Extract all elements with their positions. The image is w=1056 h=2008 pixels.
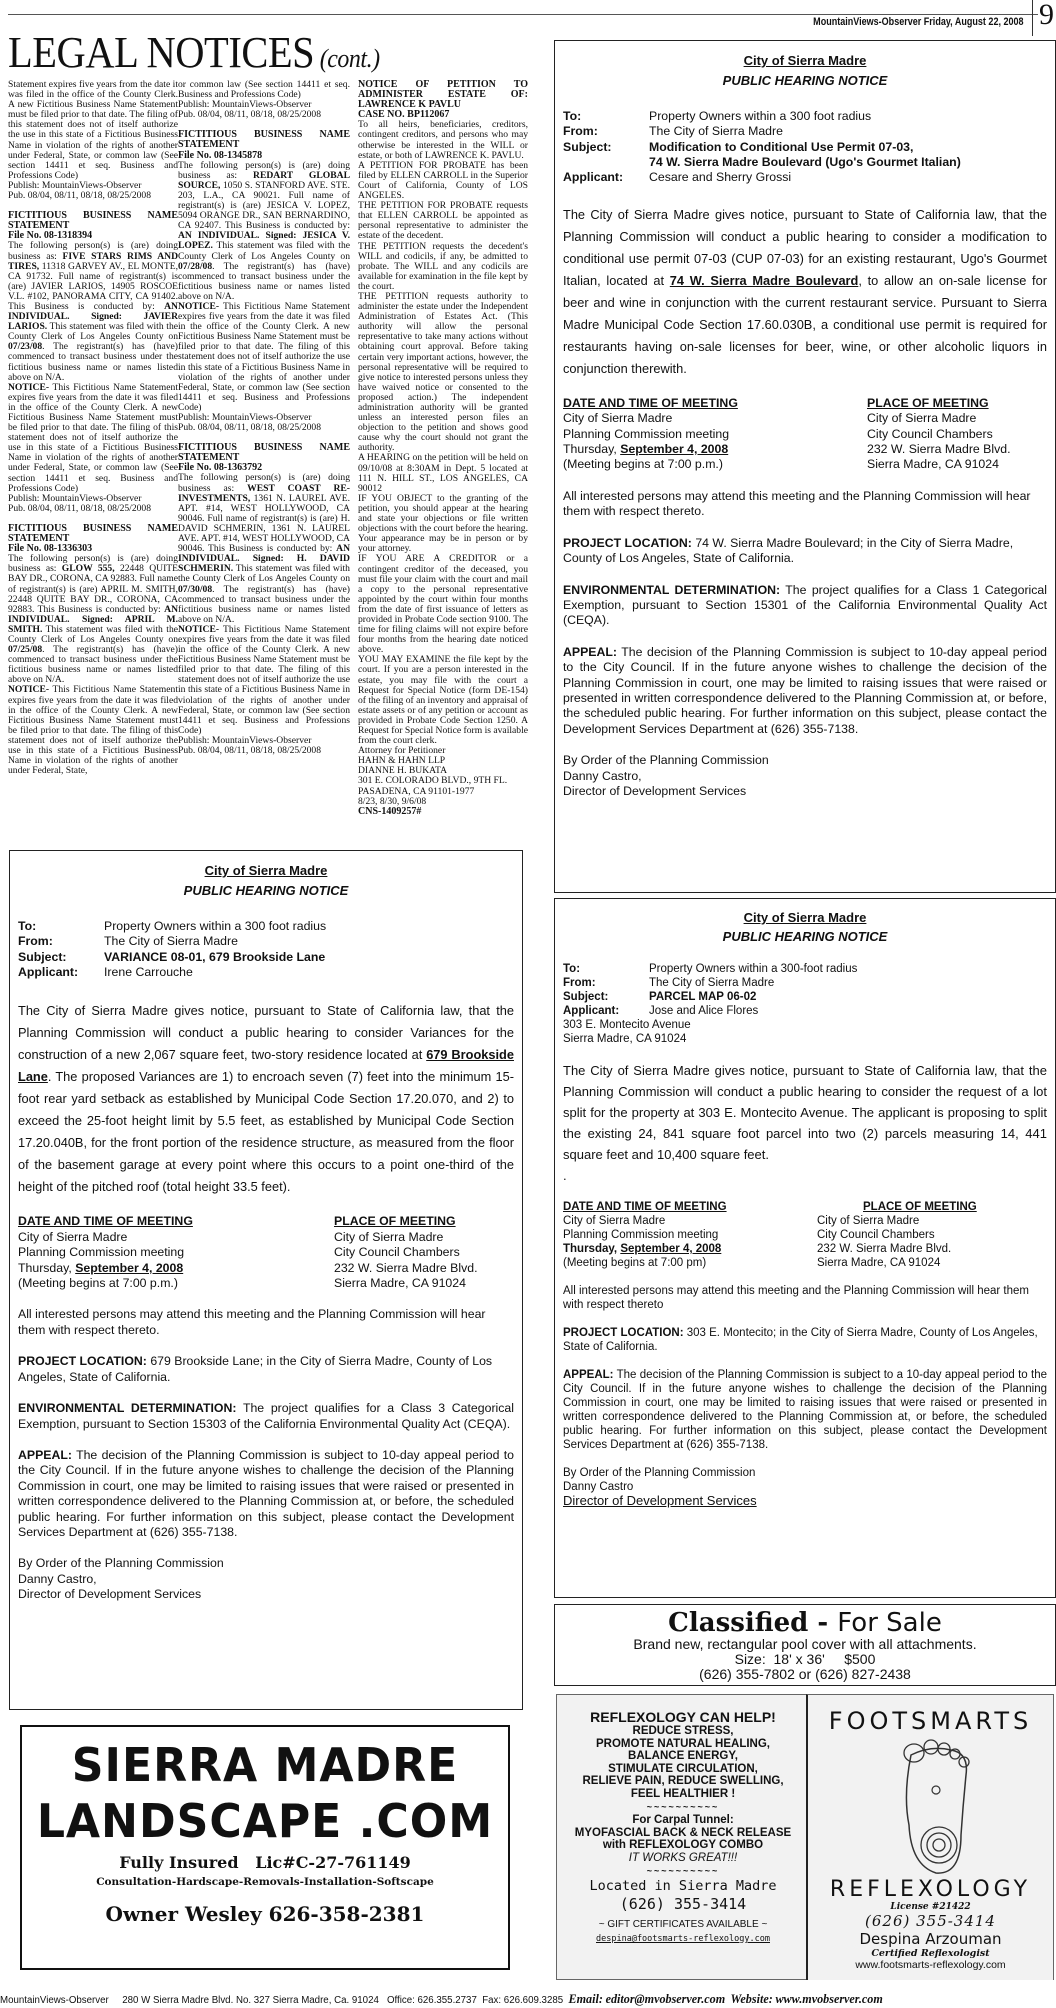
- ad-brand: FOOTSMARTS: [828, 1707, 1033, 1735]
- fbn-file-no: File No. 08-1363792: [178, 462, 263, 474]
- footer-website-link[interactable]: www.mvobserver.com: [775, 1992, 883, 2006]
- pub-dates: Pub. 08/04, 08/11, 08/18, 08/25/2008: [178, 422, 322, 434]
- applicant-address: 303 E. Montecito Avenue Sierra Madre, CA 91024: [563, 1019, 691, 1045]
- petition-paragraph: THE PETITION FOR PROBATE requests that ELLEN CARROLL be appointed as personal representative to administer the estate of the decedent.: [358, 200, 528, 242]
- meeting-date: DATE AND TIME OF MEETING City of Sierra Madre Planning Commission meeting Thursday, September 4, 2008 (Meeting begins at 7:00 p.m.): [18, 1214, 193, 1291]
- publish-line: Publish: MountainViews-Observer: [8, 492, 142, 504]
- meeting-place: PLACE OF MEETING City of Sierra Madre City Council Chambers 232 W. Sierra Madre Blvd. Sierra Madre, CA 91024: [334, 1214, 478, 1291]
- notice-to: Property Owners within a 300 foot radius: [104, 918, 327, 933]
- meeting-info: [18, 1214, 514, 1291]
- attorney-line: 301 E. COLORADO BLVD., 9TH FL.: [358, 775, 508, 787]
- petition-paragraph: THE PETITION requests the decedent's WILL and codicils, if any, be admitted to probate. The WILL and any codicils are available for examination in the file kept by the court.: [358, 240, 528, 292]
- notice-subject: Modification to Conditional Use Permit 07-03, 74 W. Sierra Madre Boulevard (Ugo's Gourmet Italian): [649, 139, 961, 170]
- fbn-statement: [8, 524, 178, 776]
- notice-from: The City of Sierra Madre: [104, 934, 238, 949]
- fbn-body: The following person(s) is (are) doing business as: REDART GLOBAL SOURCE, 1050 S. STANFORD AVE. STE. 203, L.A., CA 90021. Full name of registrant(s) is (are) JESICA V. LOPEZ, 5094 ORANGE DR., SAN BERNARDINO, CA 92407. This Business is conducted by: AN INDIVIDUAL. Signed: JESICA V. LOPEZ. This statement was filed with the County Clerk of Los Angeles County on 07/28/08. The registrant(s) has (have) commenced to transact business under the fictitious business name or names listed above on N/A.: [178, 159, 351, 302]
- meeting-date: DATE AND TIME OF MEETING City of Sierra Madre Planning Commission meeting Thursday, September 4, 2008 (Meeting begins at 7:00 p.m.): [563, 395, 738, 472]
- legal-column-2: [178, 80, 350, 756]
- legal-column-3: [358, 80, 528, 817]
- notice-body: The City of Sierra Madre gives notice, pursuant to State of California law, that the Planning Commission will conduct a public hearing to consider the request of a lot split for the property at 303 E. Montecito Avenue. The applicant is proposing to split the existing 24, 841 square foot parcel into two (2) parcels measuring 14, 441 square feet and 10,400 square feet. .: [563, 1063, 1047, 1183]
- meeting-info: [563, 396, 1047, 473]
- petition-paragraph: IF YOU OBJECT to the granting of the petition, you should appear at the hearing and state your objections or file written objections with the court before the hearing. Your appearance may be in person or by your attorney.: [358, 492, 528, 555]
- notice-to: Property Owners within a 300 foot radius: [649, 108, 872, 123]
- fbn-heading: FICTITIOUS BUSINESS NAME STATEMENT: [178, 129, 350, 151]
- petition-paragraph: THE PETITION requests authority to administer the estate under the Independent Administration of Estates Act. (This authority will allow the personal representative to take many actions without obtaining court approval. Before taking certain very important actions, however, the personal representative will be required to give notice to interested persons unless they have waived notice or consented to the proposed action.) The independent administration authority will be granted unless an interested person files an objection to the petition and shows good cause why the court should not grant the authority.: [358, 290, 528, 454]
- notice-applicant: Irene Carrouche: [104, 965, 193, 980]
- notice-subject: PARCEL MAP 06-02: [649, 991, 757, 1003]
- fbn-notice: NOTICE- This Fictitious Name Statement expires five years from the date it was filed in the office of the County Clerk. A new Fictitious Business Name Statement must be filed prior to that date. The filing of this statement does not of itself authorize the use in this state of a Fictitious Business Name in violation of the rights of another under Federal, State, or common law (See section 14411 et seq. Business and Professions Code): [178, 623, 350, 736]
- public-hearing-notice-variance: [9, 850, 523, 1710]
- notice-title: PUBLIC HEARING NOTICE: [722, 73, 888, 89]
- petition-paragraph: A HEARING on the petition will be held on 09/10/08 at 8:30AM in Dept. 5 located at 111 N. HILL ST., LOS ANGELES, CA 90012: [358, 452, 528, 494]
- petition-paragraph: YOU MAY EXAMINE the file kept by the court. If you are a person interested in the estate, you may file with the court a Request for Special Notice (form DE-154) of the filing of an inventory and appraisal of estate assets or of any petition or account as provided in Probate Code Section 1250. A Request for Special Notice form is available from the court clerk.: [358, 654, 528, 747]
- notice-meta: To: Property Owners within a 300 foot radius From: The City of Sierra Madre Subject: VARIANCE 08-01, 679 Brookside Lane Applicant: Irene Carrouche: [18, 918, 327, 980]
- fbn-body: The following person(s) is (are) doing business as: WEST COAST RE-INVESTMENTS, 1361 N. LAUREL AVE. APT. #14, WEST HOLLYWOOD, CA 90046. Full name of registrant(s) is (are) H. DAVID SCHMERIN, 1361 N. LAUREL AVE. APT. #14, WEST HOLLYWOOD, CA 90046. This Business is conducted by: AN INDIVIDUAL. Signed: H. DAVID SCHMERIN. This statement was filed with the County Clerk of Los Angeles County on 07/30/08. The registrant(s) has (have) commenced to transact business under the fictitious business name or names listed above on N/A.: [178, 472, 350, 625]
- attorney-line: 8/23, 8/30, 9/6/08: [358, 795, 427, 807]
- project-location: PROJECT LOCATION: 303 E. Montecito; in the City of Sierra Madre, County of Los Angeles, State of California.: [563, 1327, 1038, 1353]
- meeting-place: PLACE OF MEETING City of Sierra Madre City Council Chambers 232 W. Sierra Madre Blvd. Sierra Madre, CA 91024: [817, 1201, 977, 1269]
- cns-number: CNS-1409257#: [358, 805, 422, 817]
- fbn-notice: NOTICE- This Fictitious Name Statement expires five years from the date it was filed in the office of the County Clerk. A new Fictitious Business Name Statement must be filed prior to that date. The filing of this statement does not of itself authorize the use in this state of a Fictitious Business Name in violation of the rights of another under Federal, State, or common law (See section 14411 et seq. Business and Professions Code): [178, 300, 350, 413]
- public-hearing-notice-cup: [554, 40, 1056, 893]
- notice-attend: All interested persons may attend this meeting and the Planning Commission will hear them with respect thereto: [563, 1285, 1029, 1311]
- notice-attend: All interested persons may attend this meeting and the Planning Commission will hear them with respect thereto.: [563, 488, 1031, 519]
- fbn-body: The following person(s) is (are) doing business as: FIVE STARS RIMS AND TIRES, 11318 GARVEY AV., EL MONTE, CA 91732. Full name of registrant(s) is (are) JAVIER LARIOS, 14905 ROSCOE V.L. #102, PANORAMA CITY, CA 91402. This Business is conducted by: AN INDIVIDUAL. Signed: JAVIER LARIOS. This statement was filed with the County Clerk of Los Angeles County on 07/23/08. The registrant(s) has (have) commenced to transact business under the fictitious business name or names listed above on N/A.: [8, 240, 179, 383]
- petition-heading: NOTICE OF PETITION TO ADMINISTER ESTATE OF: LAWRENCE K PAVLU: [358, 79, 528, 111]
- notice-body: The City of Sierra Madre gives notice, pursuant to State of California law, that the Planning Commission will conduct a public hearing to consider Variances for the construction of a new 2,067 square feet, two-story residence located at 679 Brookside Lane. The proposed Variances are 1) to encroach seven (7) feet into the minimum 15-foot rear yard setback as established by Municipal Code Section 17.20.070, and 2) to exceed the 25-foot height limit by 5.5 feet, as established by Municipal Code Section 17.20.040B, for the front portion of the residence structure, as measured from the floor of the basement garage at every point where this occurs to a point one-third of the height of the pitched roof (total height 33.5 feet).: [18, 1003, 514, 1195]
- notice-city: City of Sierra Madre: [204, 863, 328, 878]
- fbn-body: The following person(s) is (are) doing business as: GLOW 555, 22448 QUITE BAY DR., CORONA, CA 92883. Full name of registrant(s) is (are) APRIL M. SMITH, 22448 QUITE BAY DR., CORONA, CA 92883. This Business is conducted by: AN INDIVIDUAL. Signed: APRIL M. SMITH. This statement was filed with the County Clerk of Los Angeles County on 07/25/08. The registrant(s) has (have) commenced to transact business under the fictitious business name or names listed above on N/A.: [8, 553, 179, 686]
- fbn-notice: NOTICE- This Fictitious Name Statement expires five years from the date it was filed in the office of the County Clerk. A new Fictitious Business Name Statement must be filed prior to that date. The filing of this statement does not of itself authorize the use in this state of a Fictitious Business Name in violation of the rights of another under Federal, State, or common law (See section 14411 et seq. Business and Professions Code): [8, 381, 178, 494]
- notice-signature: By Order of the Planning Commission Danny Castro, Director of Development Services: [563, 753, 769, 798]
- divider: ~~~~~~~~~~: [646, 1866, 720, 1876]
- notice-title: PUBLIC HEARING NOTICE: [722, 929, 888, 944]
- notice-meta: To: Property Owners within a 300-foot radius From: The City of Sierra Madre Subject: PARCEL MAP 06-02 Applicant: Jose and Alice Flores: [563, 963, 858, 1017]
- classified-ad: [554, 1604, 1056, 1686]
- classified-line: Brand new, rectangular pool cover with all attachments.: [633, 1636, 977, 1652]
- reflexology-ad: REFLEXOLOGY CAN HELP! REDUCE STRESS, PROMOTE NATURAL HEALING, BALANCE ENERGY, STIMULATE CIRCULATION, RELIEVE PAIN, REDUCE SWELLING, FEEL HEALTHIER ! ~~~~~~~~~~ For Carpal Tunnel: MYOFASCIAL BACK & NECK RELEASE with REFLEXOLOGY COMBO IT WORKS GREAT!!! ~~~~~~~~~~ Located in Sierra Madre (626) 355-3414 ~ GIFT CERTIFICATES AVAILABLE ~ despina@footsmarts-reflexology.com: [556, 1694, 810, 1980]
- fbn-notice: NOTICE- This Fictitious Name Statement expires five years from the date it was filed in the office of the County Clerk. A new Fictitious Business Name Statement must be filed prior to that date. The filing of this statement does not of itself authorize the use in this state of a Fictitious Business Name in violation of the rights of another under Federal, State,: [8, 684, 178, 777]
- pub-dates: Pub. 08/04, 08/11, 08/18, 08/25/2008: [178, 109, 322, 121]
- fbn-heading: FICTITIOUS BUSINESS NAME STATEMENT: [8, 210, 178, 232]
- petition-paragraph: IF YOU ARE A CREDITOR or a contingent creditor of the deceased, you must file your claim with the court and mail a copy to the personal representative appointed by the court within four months from the date of first issuance of letters as provided in Probate Code section 9100. The time for filing claims will not expire before four months from the hearing date noticed above.: [358, 553, 528, 656]
- notice-signature: By Order of the Planning Commission Danny Castro Director of Development Services: [563, 1467, 757, 1508]
- ad-headline: REFLEXOLOGY CAN HELP!: [590, 1709, 776, 1725]
- publish-line: Publish: MountainViews-Observer: [178, 734, 312, 746]
- section-title: [8, 30, 380, 82]
- notice-attend: All interested persons may attend this meeting and the Planning Commission will hear them with respect thereto.: [18, 1307, 486, 1337]
- publish-line: Publish: MountainViews-Observer: [8, 179, 142, 191]
- ad-phone: Owner Wesley 626-358-2381: [105, 1902, 425, 1926]
- ad-service: REFLEXOLOGY: [829, 1877, 1032, 1902]
- pub-dates: Pub. 08/04, 08/11, 08/18, 08/25/2008: [8, 502, 152, 514]
- notice-meta: To: Property Owners within a 300 foot radius From: The City of Sierra Madre Subject: Modification to Conditional Use Permit 07-03, 74 W. Sierra Madre Boulevard (Ugo's Gourmet Italian) Applicant: Cesare and Sherry Grossi: [563, 108, 961, 185]
- attorney-line: HAHN & HAHN LLP: [358, 755, 446, 767]
- pub-dates: Pub. 08/04, 08/11, 08/18, 08/25/2008: [178, 745, 322, 756]
- fbn-heading: FICTITIOUS BUSINESS NAME STATEMENT: [178, 442, 350, 464]
- notice-body: The City of Sierra Madre gives notice, pursuant to State of California law, that the Planning Commission will conduct a public hearing to consider a modification to conditional use permit 07-03 (CUP 07-03) for an existing restaurant, Ugo's Gourmet Italian, located at 74 W. Sierra Madre Boulevard, to allow an on-sale license for beer and wine in conjunction with the current restaurant service. Pursuant to Sierra Madre Municipal Code Section 17.60.030B, a conditional use permit is required for restaurants having on-sale licenses for beer, wine, or other alcoholic liquors in conjunction therewith.: [563, 206, 1047, 376]
- meeting-place: PLACE OF MEETING City of Sierra Madre City Council Chambers 232 W. Sierra Madre Blvd. Sierra Madre, CA 91024: [867, 395, 1011, 472]
- page-footer: MountainViews-Observer 280 W Sierra Madre Blvd. No. 327 Sierra Madre, Ca. 91024 Office: 626.355.2737 Fax: 626.609.3285 Email: editor@mvobserver.com Website: www.mvobserver.com: [0, 1992, 883, 2006]
- section-title-suffix: (cont.): [319, 44, 380, 73]
- environmental-determination: ENVIRONMENTAL DETERMINATION: The project qualifies for a Class 3 Categorical Exemption, pursuant to Section 15303 of the California Environmental Quality Act (CEQA).: [18, 1401, 514, 1431]
- classified-heading: Classified - For Sale: [668, 1608, 942, 1638]
- case-number: CASE NO. BP112067: [358, 109, 450, 121]
- fbn-file-no: File No. 08-1318394: [8, 230, 93, 242]
- notice-applicant: Cesare and Sherry Grossi: [649, 170, 792, 185]
- notice-applicant: Jose and Alice Flores: [649, 1005, 759, 1017]
- header-rule: [8, 14, 1038, 15]
- legal-column-1: [8, 80, 178, 776]
- fbn-file-no: File No. 08-1345878: [178, 149, 263, 161]
- notice-appeal: APPEAL: The decision of the Planning Commission is subject to a 10-day appeal period to the City Council. If in the future anyone wishes to challenge the decision of the Planning Commission in court, one may be limited to raising issues that were raised or presented in written correspondence delivered to the Planning Commission at, or before, the scheduled public hearing. For further information on this subject, please contact the Development Services Department at (626) 355-7138.: [563, 1369, 1047, 1451]
- ad-phone: (626) 355-3414: [619, 1895, 747, 1913]
- notice-signature: By Order of the Planning Commission Danny Castro, Director of Development Services: [18, 1556, 224, 1602]
- notice-from: The City of Sierra Madre: [649, 977, 775, 989]
- classified-line: Size: 18' x 36' $500: [734, 1651, 876, 1667]
- section-title-text: LEGAL NOTICES: [8, 28, 315, 77]
- footsmarts-ad: FOOTSMARTS REFLEXOLOGY License #21422 (626) 355-3414 Despina Arzouman Certified Reflexologist www.footsmarts-reflexology.com: [806, 1694, 1054, 1980]
- continued-text: or common law (See section 14411 et seq. Business and Professions Code): [178, 79, 350, 101]
- meeting-date: DATE AND TIME OF MEETING City of Sierra Madre Planning Commission meeting Thursday, September 4, 2008 (Meeting begins at 7:00 pm): [563, 1201, 727, 1269]
- petition-paragraph: A PETITION FOR PROBATE has been filed by ELLEN CARROLL in the Superior Court of California, County of LOS ANGELES.: [358, 159, 528, 202]
- notice-appeal: APPEAL: The decision of the Planning Commission is subject to 10-day appeal period to the City Council. If in the future anyone wishes to challenge the decision of the Planning Commission in court, one may be limited to raising issues that were raised or presented in written correspondence delivered to the Planning Commission at, or before, the scheduled public hearing. For further information on this subject, please contact the Development Services Department at (626) 355-7138.: [18, 1447, 514, 1539]
- page-number: 9: [1032, 0, 1054, 36]
- masthead: MountainViews-Observer Friday, August 22, 2008: [813, 16, 1024, 28]
- attorney-line: Attorney for Petitioner: [358, 745, 446, 757]
- notice-city: City of Sierra Madre: [743, 910, 867, 925]
- meeting-info: [563, 1200, 1047, 1270]
- notice-title: PUBLIC HEARING NOTICE: [183, 883, 349, 899]
- ad-phone: (626) 355-3414: [865, 1912, 996, 1930]
- ad-website-link[interactable]: www.footsmarts-reflexology.com: [855, 1959, 1006, 1971]
- attorney-line: PASADENA, CA 91101-1977: [358, 785, 475, 797]
- publish-line: Publish: MountainViews-Observer: [178, 412, 312, 423]
- fbn-statement: [178, 443, 350, 756]
- foot-icon: [808, 1735, 1053, 1877]
- fbn-heading: FICTITIOUS BUSINESS NAME STATEMENT: [8, 522, 178, 545]
- notice-subject: VARIANCE 08-01, 679 Brookside Lane: [104, 949, 326, 964]
- fbn-statement: [8, 211, 178, 514]
- notice-city: City of Sierra Madre: [743, 53, 867, 68]
- ad-email-link[interactable]: despina@footsmarts-reflexology.com: [596, 1934, 770, 1944]
- divider: ~~~~~~~~~~: [646, 1802, 720, 1812]
- environmental-determination: ENVIRONMENTAL DETERMINATION: The project qualifies for a Class 1 Categorical Exemption, pursuant to Section 15301 of the California Environmental Quality Act (CEQA).: [563, 582, 1047, 628]
- footer-email-link[interactable]: editor@mvobserver.com: [605, 1992, 726, 2006]
- publish-line: Publish: MountainViews-Observer: [178, 99, 312, 111]
- ad-headline: SIERRA MADRE: [71, 1738, 459, 1792]
- petition-paragraph: To all heirs, beneficiaries, creditors, contingent creditors, and persons who may otherwise be interested in the WILL or estate, or both of LAWRENCE K. PAVLU.: [358, 119, 528, 161]
- landscape-ad: SIERRA MADRE LANDSCAPE .COM Fully Insured Lic#C-27-761149 Consultation-Hardscape-Removals-Installation-Softscape Owner Wesley 626-358-2381: [20, 1725, 510, 1970]
- project-location: PROJECT LOCATION: 679 Brookside Lane; in the City of Sierra Madre, County of Los Angeles, State of California.: [18, 1354, 493, 1384]
- attorney-line: DIANNE H. BUKATA: [358, 765, 448, 777]
- continued-text: Statement expires five years from the date it was filed in the office of the County Clerk. A new Fictitious Business Name Statement must be filed prior to that date. The filing of this statement does not of itself authorize the use in this state of a Fictitious Business Name in violation of the rights of another under Federal, State, or common law (See section 14411 et seq. Business and Professions Code): [8, 79, 178, 181]
- public-hearing-notice-parcel-map: [554, 898, 1056, 1598]
- notice-from: The City of Sierra Madre: [649, 124, 783, 139]
- fbn-file-no: File No. 08-1336303: [8, 543, 93, 555]
- pub-dates: Pub. 08/04, 08/11, 08/18, 08/25/2008: [8, 190, 152, 202]
- fbn-statement: [178, 130, 350, 433]
- classified-line: (626) 355-7802 or (626) 827-2438: [699, 1666, 911, 1682]
- notice-to: Property Owners within a 300-foot radius: [649, 963, 858, 975]
- notice-appeal: APPEAL: The decision of the Planning Commission is subject to 10-day appeal period to the City Council. If in the future anyone wishes to challenge the decision of the Planning Commission in court, one may be limited to raising issues that were raised or presented in written correspondence delivered to the Planning Commission at, or before, the scheduled public hearing. For further information on this subject, please contact the Development Services Department at (626) 355-7138.: [563, 644, 1047, 736]
- project-location: PROJECT LOCATION: 74 W. Sierra Madre Boulevard; in the City of Sierra Madre, County of Los Angeles, State of California.: [563, 535, 1014, 566]
- ad-headline: LANDSCAPE .COM: [36, 1794, 494, 1848]
